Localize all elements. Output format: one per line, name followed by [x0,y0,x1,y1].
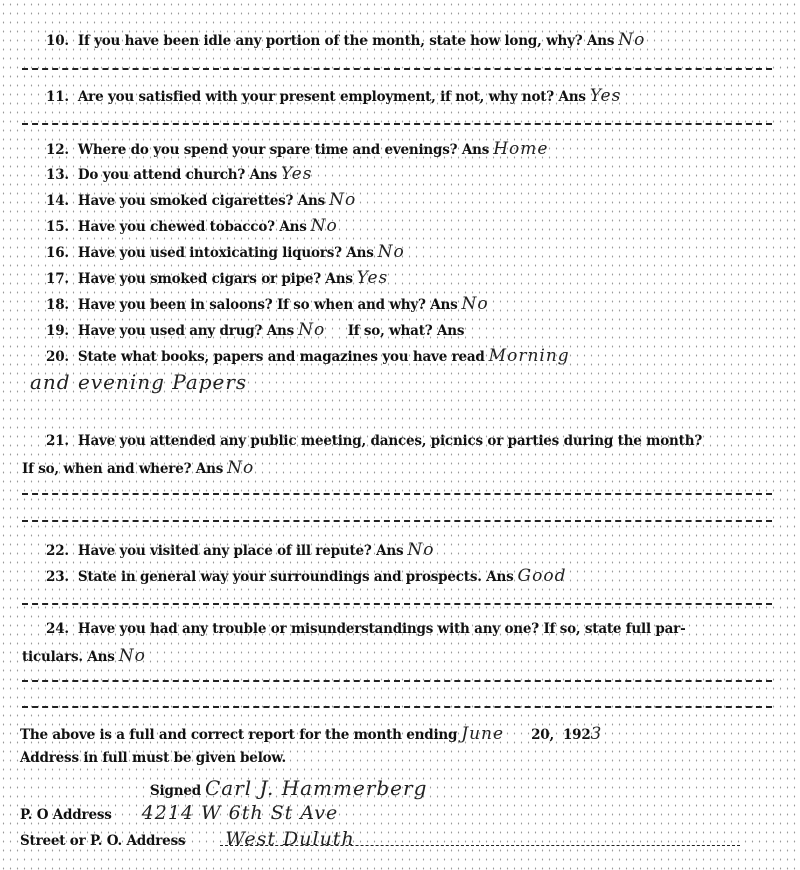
question-20: 20. State what books, papers and magazines you have read Morning [46,346,570,366]
answer-24: No [118,646,146,666]
answer-23: Good [517,566,567,586]
divider [22,680,772,682]
signature-line: Signed Carl J. Hammerberg [150,776,428,800]
divider [22,68,772,70]
month-ending: June [461,724,505,744]
answer-22: No [407,540,435,560]
answer-14: No [329,190,357,210]
answer-20: Morning [488,346,570,366]
question-14: 14. Have you smoked cigarettes? Ans No [46,190,357,210]
question-19: 19. Have you used any drug? Ans No If so, what? Ans [46,320,465,340]
question-23: 23. State in general way your surroundings and prospects. Ans Good [46,566,567,586]
question-24: 24. Have you had any trouble or misunderstandings with any one? If so, state full par- [46,621,686,637]
answer-10: No [618,30,646,50]
question-16: 16. Have you used intoxicating liquors? Ans No [46,242,405,262]
question-24-continued: ticulars. Ans No [22,646,146,666]
answer-21: No [227,458,255,478]
report-statement: The above is a full and correct report for the month ending June 20, 1923 [20,724,603,744]
question-10: 10. If you have been idle any portion of the month, state how long, why? Ans No [46,30,646,50]
address-note: Address in full must be given below. [20,750,286,766]
year-digit: 3 [590,724,603,744]
question-18: 18. Have you been in saloons? If so when and why? Ans No [46,294,489,314]
question-11: 11. Are you satisfied with your present employment, if not, why not? Ans Yes [46,86,622,106]
answer-11: Yes [589,86,622,106]
po-address-line: P. O Address 4214 W 6th St Ave [20,802,339,824]
question-12: 12. Where do you spend your spare time and evenings? Ans Home [46,139,549,159]
signature: Carl J. Hammerberg [204,776,428,800]
answer-18: No [461,294,489,314]
answer-16: No [377,242,405,262]
street-address-value: West Duluth [225,828,355,850]
question-13: 13. Do you attend church? Ans Yes [46,164,313,184]
answer-19: No [298,320,326,340]
street-address-line: Street or P. O. Address West Duluth [20,828,355,850]
po-address-value: 4214 W 6th St Ave [141,802,339,824]
answer-15: No [310,216,338,236]
answer-12: Home [493,139,549,159]
question-21: 21. Have you attended any public meeting, dances, picnics or parties during the month? [46,433,703,449]
divider [22,493,772,495]
divider [22,123,772,125]
divider [220,845,740,846]
answer-13: Yes [280,164,313,184]
answer-17: Yes [356,268,389,288]
divider [22,603,772,605]
question-22: 22. Have you visited any place of ill repute? Ans No [46,540,435,560]
question-15: 15. Have you chewed tobacco? Ans No [46,216,338,236]
divider [22,520,772,522]
question-17: 17. Have you smoked cigars or pipe? Ans Yes [46,268,389,288]
question-21-continued: If so, when and where? Ans No [22,458,255,478]
answer-20-continued: and evening Papers [30,370,248,394]
divider [22,706,772,708]
